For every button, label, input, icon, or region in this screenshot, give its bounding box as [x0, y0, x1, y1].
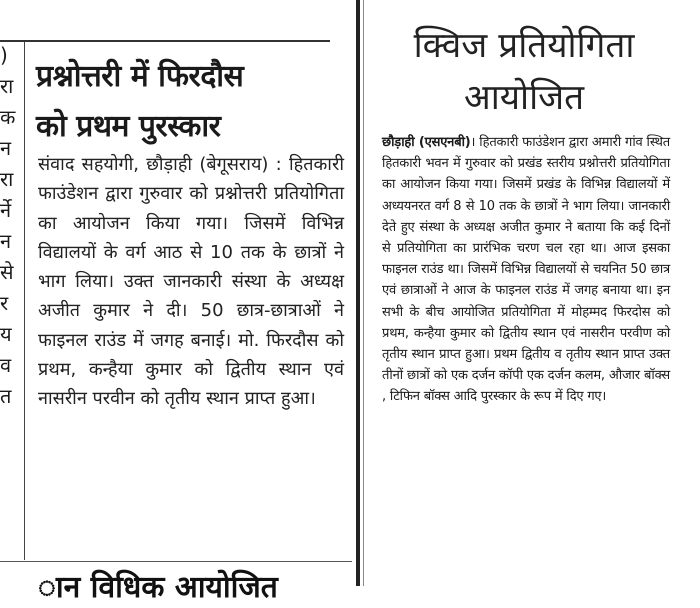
top-rule — [0, 40, 330, 42]
right-headline-line-2: आयोजित — [463, 78, 585, 118]
left-headline-line-1: प्रश्नोत्तरी में फिरदौस — [36, 59, 244, 94]
fragment-char: य — [0, 322, 12, 346]
fragment-char: क — [0, 105, 16, 129]
fragment-char: र — [0, 291, 9, 315]
fragment-char: रा — [0, 167, 14, 191]
right-headline-line-1: क्विज प्रतियोगिता — [413, 26, 635, 66]
clipping-separator — [356, 0, 360, 586]
left-headline-line-2: को प्रथम पुरस्कार — [36, 109, 221, 144]
fragment-char: त — [0, 384, 12, 408]
fragment-char: ) — [0, 43, 8, 67]
right-body-text: । हितकारी फाउंडेशन द्वारा अमारी गांव स्थित हितकारी भवन में गुरुवार को प्रखंड स्तरीय प्रश्नोत्तरी प्रतियोगिता का आयोजन किया गया। जिसमें प्रखंड के विभिन्न विद्यालयों में अध्ययनरत वर्ग 8 से 10 तक के छात्रों ने भाग लिया। जानकारी देते हुए संस्था के अध्यक्ष अजीत कुमार ने बताया कि कई दिनों से प्रतियोगिता का प्रारंभिक चरण चल रहा था। आज इसका फाइनल राउंड था। जिसमें विभिन्न विद्यालयों से चयनित 50 छात्र एवं छात्राओं ने आज के फाइनल राउंड में जगह बनाया था। इन सभी के बीच आयोजित प्रतियोगिता में मोहम्मद फिरदोस को प्रथम, कन्हैया कुमार को द्वितीय स्थान एवं नासरीन परवीण को तृतीय स्थान प्राप्त हुआ। प्रथम द्वितीय व तृतीय स्थान प्राप्त उक्त तीनों छात्रों को एक दर्जन कॉपी एक दर्जन कलम, औजार बॉक्स , टिफिन बॉक्स आदि पुरस्कार के रूप में दिए गए। — [382, 135, 670, 405]
left-article-headline — [36, 52, 336, 152]
column-rule — [24, 40, 25, 560]
fragment-char: रा — [0, 74, 14, 98]
right-article-body — [382, 132, 670, 408]
bottom-rule — [0, 561, 352, 562]
dateline: छौड़ाही (एसएनबी) — [382, 135, 471, 150]
right-newspaper-clipping — [374, 0, 700, 586]
right-article-headline — [374, 20, 674, 124]
fragment-char: से — [0, 260, 14, 284]
adjacent-column-fragment — [0, 40, 22, 550]
fragment-char: र्ने — [0, 198, 12, 222]
fragment-char: व — [0, 353, 12, 377]
fragment-char: न — [0, 136, 12, 160]
left-article-body: संवाद सहयोगी, छौड़ाही (बेगूसराय) : हितकारी फाउंडेशन द्वारा गुरुवार को प्रश्नोत्तरी प्रतियोगिता का आयोजन किया गया। जिसमें विभिन्न विद्यालयों के वर्ग आठ से 10 तक के छात्रों ने भाग लिया। उक्त जानकारी संस्था के अध्यक्ष अजीत कुमार ने दी। 50 छात्र-छात्राओं ने फाइनल राउंड में जगह बनाई। मो. फिरदौस को प्रथम, कन्हैया कुमार को द्वितीय स्थान एवं नासरीन परवीन को तृतीय स्थान प्राप्त हुआ। — [38, 154, 344, 410]
clipping-separator-thin — [363, 0, 364, 586]
next-article-heading-cut: ान विधिक आयोजित — [38, 570, 278, 605]
fragment-char: न — [0, 229, 12, 253]
